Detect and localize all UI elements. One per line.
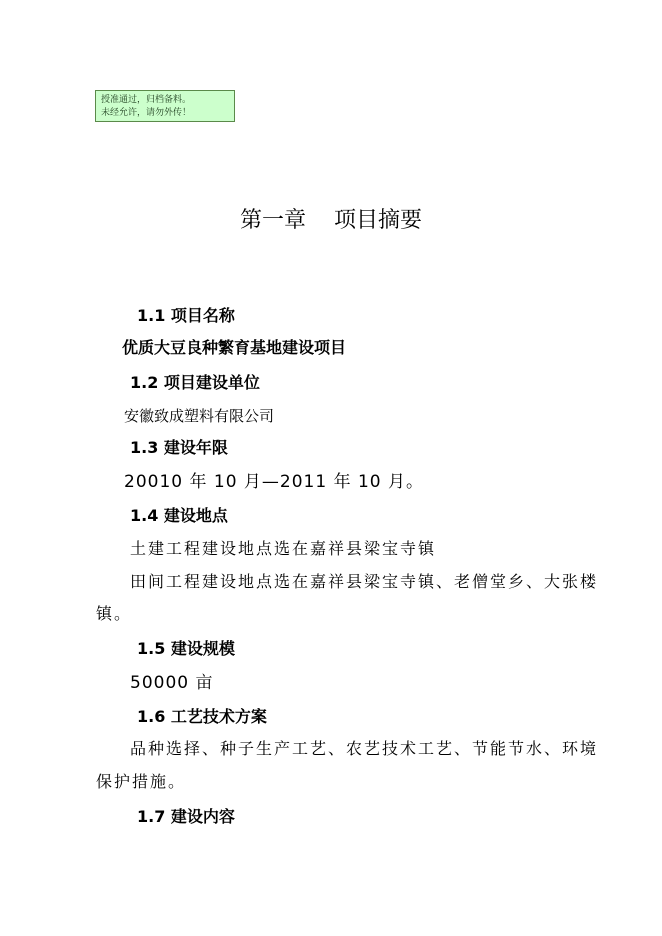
technical-plan-line2: 保护措施。	[96, 772, 187, 791]
section-heading-project-name: 1.1 项目名称	[137, 306, 235, 325]
section-heading-construction-content: 1.7 建设内容	[137, 807, 235, 826]
project-name-value: 优质大豆良种繁育基地建设项目	[122, 338, 347, 357]
stamp-line-2: 未经允许，请勿外传！	[101, 108, 192, 118]
project-unit-value: 安徽致成塑料有限公司	[124, 407, 275, 425]
construction-site-field-line2: 镇。	[96, 604, 133, 623]
section-heading-construction-period: 1.3 建设年限	[130, 438, 228, 457]
construction-site-civil: 土建工程建设地点选在嘉祥县梁宝寺镇	[130, 539, 437, 558]
construction-scale-value: 50000 亩	[130, 673, 214, 693]
section-heading-project-unit: 1.2 项目建设单位	[130, 373, 260, 392]
construction-period-value: 20010 年 10 月—2011 年 10 月。	[124, 472, 425, 492]
section-heading-technical-plan: 1.6 工艺技术方案	[137, 707, 267, 726]
approval-stamp	[95, 90, 235, 122]
construction-site-field-line1: 田间工程建设地点选在嘉祥县梁宝寺镇、老僧堂乡、大张楼	[130, 572, 599, 591]
chapter-title: 第一章 项目摘要	[240, 208, 422, 233]
technical-plan-line1: 品种选择、种子生产工艺、农艺技术工艺、节能节水、环境	[130, 739, 599, 758]
stamp-line-1: 授准通过，归档备料。	[101, 95, 192, 105]
section-heading-construction-site: 1.4 建设地点	[130, 506, 228, 525]
section-heading-construction-scale: 1.5 建设规模	[137, 639, 235, 658]
